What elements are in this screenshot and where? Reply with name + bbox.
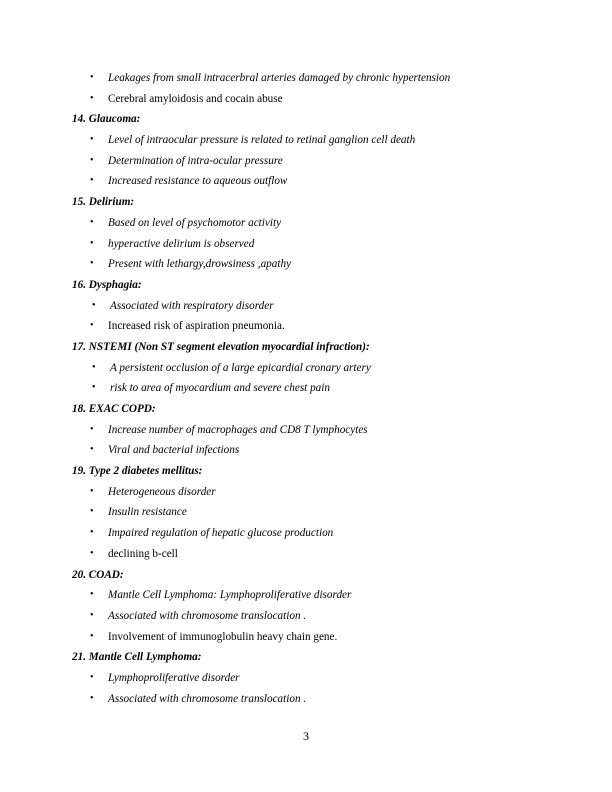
bullet-item — [0, 213, 612, 234]
page-number: 3 — [303, 729, 309, 743]
bullet-text: risk to area of myocardium and severe chest pain — [110, 382, 330, 395]
bullet-item — [0, 523, 612, 544]
bullet-text: Associated with chromosome translocation . — [108, 609, 307, 622]
bullet-text: hyperactive delirium is observed — [108, 237, 255, 250]
bullet-icon: • — [90, 506, 94, 518]
document-body — [0, 68, 612, 709]
section-heading: 17. NSTEMI (Non ST segment elevation myocardial infraction): — [72, 340, 370, 353]
bullet-item — [0, 689, 612, 710]
bullet-icon: • — [90, 547, 94, 559]
bullet-icon: • — [90, 444, 94, 456]
bullet-icon: • — [90, 609, 94, 621]
bullet-item — [0, 171, 612, 192]
section-heading: 15. Delirium: — [72, 196, 135, 209]
bullet-item — [0, 296, 612, 317]
bullet-icon: • — [92, 382, 96, 394]
bullet-text: Present with lethargy,drowsiness ,apathy — [108, 258, 292, 271]
bullet-text: Heterogeneous disorder — [108, 485, 216, 498]
bullet-icon: • — [90, 671, 94, 683]
bullet-text: A persistent occlusion of a large epicardial cronary artery — [110, 361, 371, 374]
bullet-icon: • — [90, 423, 94, 435]
section-heading: 16. Dysphagia: — [72, 278, 142, 291]
bullet-icon: • — [92, 361, 96, 373]
bullet-item — [0, 130, 612, 151]
bullet-item — [0, 378, 612, 399]
bullet-item — [0, 316, 612, 337]
bullet-item — [0, 440, 612, 461]
section-heading: 21. Mantle Cell Lymphoma: — [72, 651, 202, 664]
section-heading: 14. Glaucoma: — [72, 113, 141, 126]
bullet-text: Determination of intra-ocular pressure — [108, 154, 283, 167]
bullet-item — [0, 606, 612, 627]
bullet-text: Mantle Cell Lymphoma: Lymphoproliferative disorder — [108, 589, 352, 602]
bullet-icon: • — [90, 485, 94, 497]
bullet-icon: • — [90, 134, 94, 146]
bullet-text: Lymphoproliferative disorder — [108, 671, 240, 684]
bullet-icon: • — [92, 299, 96, 311]
bullet-text: Involvement of immunoglobulin heavy chain gene. — [108, 630, 338, 643]
bullet-item — [0, 358, 612, 379]
bullet-icon: • — [90, 216, 94, 228]
bullet-text: Based on level of psychomotor activity — [108, 216, 282, 229]
bullet-item — [0, 482, 612, 503]
bullet-icon: • — [90, 527, 94, 539]
bullet-icon: • — [90, 692, 94, 704]
bullet-text: Level of intraocular pressure is related to retinal ganglion cell death — [108, 134, 416, 147]
bullet-icon: • — [90, 237, 94, 249]
bullet-text: declining b-cell — [108, 547, 178, 560]
bullet-item — [0, 68, 612, 89]
bullet-text: Increase number of macrophages and CD8 T lymphocytes — [108, 423, 368, 436]
bullet-text: Increased risk of aspiration pneumonia. — [108, 320, 285, 333]
bullet-icon: • — [90, 92, 94, 104]
bullet-text: Insulin resistance — [108, 506, 187, 519]
bullet-item — [0, 234, 612, 255]
bullet-text: Increased resistance to aqueous outflow — [108, 175, 288, 188]
bullet-icon: • — [90, 320, 94, 332]
bullet-icon: • — [90, 72, 94, 83]
bullet-item — [0, 627, 612, 648]
bullet-icon: • — [90, 258, 94, 270]
bullet-text: Impaired regulation of hepatic glucose production — [108, 527, 334, 540]
section-heading: 18. EXAC COPD: — [72, 403, 156, 415]
bullet-icon: • — [90, 630, 94, 642]
bullet-text: Associated with respiratory disorder — [110, 299, 274, 312]
bullet-text: Viral and bacterial infections — [108, 444, 240, 457]
section-heading: 20. COAD: — [72, 568, 124, 581]
bullet-text: Cerebral amyloidosis and cocain abuse — [108, 92, 283, 105]
bullet-item — [0, 89, 612, 110]
bullet-item — [0, 585, 612, 606]
bullet-item — [0, 668, 612, 689]
bullet-item — [0, 502, 612, 523]
section-heading: 19. Type 2 diabetes mellitus: — [72, 465, 203, 478]
bullet-item — [0, 420, 612, 441]
bullet-item — [0, 544, 612, 565]
bullet-item — [0, 254, 612, 275]
bullet-text: Leakages from small intracerbral arteries damaged by chronic hypertension — [108, 72, 451, 84]
bullet-icon: • — [90, 589, 94, 601]
bullet-icon: • — [90, 175, 94, 187]
bullet-item — [0, 151, 612, 172]
bullet-icon: • — [90, 154, 94, 166]
bullet-text: Associated with chromosome translocation . — [108, 692, 307, 705]
